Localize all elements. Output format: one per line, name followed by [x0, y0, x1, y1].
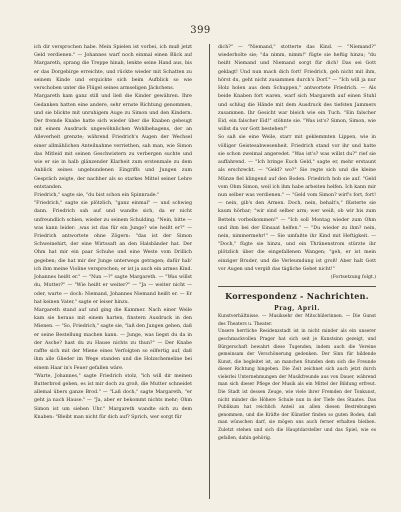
paragraph: dich?" — "Niemand," stotterte das Kind. — "Niemand?" wiederholte sie; "da nimm, nimm!" fügte sie heftig hinzu; "du heißt Niemand und Niemand sorgt für dich! Das sei Gott geklagt! Und nun mach dich fort! Friedrich, geh nicht mit ihm, hörst du, geht nicht zusammen durch's Dorf." — "Ich will ja nur Holz holen aus dem Schuppen," antwortete Friedrich. — Als beide Knaben fort waren, warf sich Margareth auf einen Stuhl und schlug die Hände mit dem Ausdruck des tiefsten Jammers zusammen. Ihr Gesicht war bleich wie ein Tuch. "Ein falscher Eid, ein falscher Eid!" stöhnte sie. "Was ist's? Simon, Simon, wie willst du vor Gott bestehen!": [218, 45, 376, 133]
paragraph: "Warte, Johannes," sagte Friedrich stolz, "ich will dir meinen Butterbrod geben, es ist mir doch zu groß, die Mutter schneidet allemal übers ganze Brod." — "Laß doch," sagte Margareth, "er geht ja nach Hause." — "Ja, aber er bekommt nichts mehr; Ohm Simon ist um sieben Uhr." Margareth wandte sich zu dem Knaben: "Bleibt man nicht für dich auf? Sprich, wer sorgt für: [34, 373, 192, 420]
paragraph: Margareth kam ganz still und ließ die Kinder gewähren. Ihre Gedanken hatten eine andere, sehr ernste Richtung genommen, und sie blickte mit unruhigem Auge zu Simon und den Kindern. Der fremde Knabe hatte sich wieder über die Knaben gebeugt mit einem Ausdruck ungewöhnlichen Wohlbehagens, der an Alleverheit grenzte; während Friedrich's Augen der Wechsel einer allmählichen Anteilnahme verriethen, sah man, wie Simon das Mitleid mit seinen Geschwistern zu verbergen suchte und wie er sie in halb glänzender Klarheit zum erstenmale zu dem Anblick seines ungebundenen Eingriffs und Jungen zum Gespräch zeigte, der nachher als so starkes Mittel seiner Lehre entstanden.: [34, 94, 192, 190]
column-divider: [209, 44, 210, 499]
section-title: Korrespondenz - Nachrichten.: [225, 291, 369, 302]
dateline: Prag, April.: [274, 305, 320, 313]
paragraph: "Friedrich," sagte sie plötzlich, "ganz einmal" — und schwieg dann. Friedrich sah auf und wandte sich, da er nicht unfreundlich schien, wieder zu seinem Schulding. "Nein, bitte — was kann leider: ,was ist das für ein Junge? wie heißt er?" — Friedrich antwortete ohne Zögern: "das ist der Simon Schweinehirt, der eine Wirtssaft an den Halsbänder hat. Der Ohm hat mir ein paar Schuhe und eine Weste vom Drillich gegeben; die hat mir der Junge unterwegs getragen; dafür hab' ich ihm meine Violine versprochen; er ist ja auch ein armes Kind. Johannes heißt er." — "Nun —?" sagte Margareth. — "Was willst du, Mutter?" — "Wie heißt er weiter?" — "Ja — weiter nicht — oder, warte — doch: Niemand, Johannes Niemand heißt er. — Er hat keinen Vater," sagte er leiser hinzu.: [34, 201, 192, 305]
paragraph: ich dir versprochen habe. Mein Spielen ist vorbei, ich muß jetzt Geld verdienen." — Johannes warf noch einmal einen Blick auf Margareth, sprang die Treppe hinab, lenkte seine Hand aus, bis er das Dorgebirge erreichte, und rückte wieder mit Schatten zu seinem Kinde und erquickte sich beim Aufblick so wie verschoben unter die Flügel seines armseligen Jäckchens.: [34, 45, 192, 92]
paragraph: Margareth stand auf und ging die Kammer. Nach einer Weile kam sie heraus mit einem harten, finstern Ausdruck in den Mienen. — "So, Friedrich," sagte sie, "laß den Jungen gehen, daß er seine Bestellung machen kann. — Junge, was liegst du da in der Asche? hast du zu Hause nichts zu thun?" — Der Knabe raffte sich mit der Miene eines Verfolgten so eilfertig auf, daß ihm alle Glieder im Wege standen und die Holzschemeline bei einem Haar in's Feuer gefallen wäre.: [34, 308, 192, 371]
continuation-note: (Fortsetzung folgt.): [330, 275, 376, 281]
section-divider: [218, 286, 376, 287]
correspondence-summary: Kunstverhältnisse. — Musiksehr der Mitschülerinnen. — Die Gunst des Theaters u. Theater.: [218, 314, 376, 327]
right-column: [218, 44, 376, 504]
left-column: [34, 44, 192, 506]
page-number: 399: [190, 25, 211, 36]
paragraph: Friedrich," sagte sie, "du bist schon ein Spinnrade.": [34, 192, 160, 198]
paragraph: So saß sie eine Weile, starr mit geklemmten Lippen, wie in völliger Geistesabwesenheit. Friedrich stand vor ihr und hatte sie schon zweimal angeredet. "Was ist's? was willst du?" rief sie auffahrend. — "Ich bringe Euch Geld," sagte er, mehr erstaunt als erschreckt. — "Geld? wo?" Sie regte sich und die kleine Münze fiel klingend auf den Boden. Friedrich hob sie auf. "Geld vom Ohm Simon, weil ich ihm habe arbeiten helfen. Ich kann mir nun selber was verdienen." — "Geld vom Simon? wirf's fort, fort! — nein, gib's den Armen. Doch, nein, behalt's," flüsterte sie kaum hörbar; "wir sind selber arm; wer weiß, ob wir bis zum Betteln vorbeikommen!" — "Ich soll Montag wieder zum Ohm und ihm bei der Einsaat helfen." — "Du wieder zu ihm? nein, nein, nimmermehr!" — Sie umfaßte ihr Kind mit Heftigkeit. — "Doch," fügte sie hinzu, und ein Thränenstrom stürzte ihr plötzlich über die eingefallenen Wangen; "geh, er ist mein einziger Bruder, und die Verleumdung ist groß! Aber halt Gott vor Augen und vergiß das tägliche Gebet nicht!": [218, 135, 376, 272]
correspondence-body: Unsere herrliche Residenzstadt ist in nicht minder als ein unserer geschmackvollen Prager hat sich seit je Kunstsinn gezeigt, und Bürgerschaft bewahrt diese Tugenden, indem auch die Vereine gemeinsam der Verschönerung gedenken. Der Sinn für bildende Kunst, die begleitet ist, an manchen Stunden dem sich die Freunde dieser Richtung hingeben. Die Zeit zeichnet sich auch jetzt durch vielerlei Unternehmungen der Musikfreunde aus von Dauer, während man sich dieser Pflege der Musik als ein Mittel der Bildung erfreut. Die Stadt ist dessen Zeuge, wie viele ihrer Fremden der Tonkunst, nicht minder die Höhere Schule nun in der Tiefe des Staates. Das Publikum hat reichlich Anteil an allen diesen Bestrebungen genommen, und die Kräfte der Künstler finden so guten Boden, daß man wünschen darf, sie mögen uns auch ferner erhalten bleiben. Zuletzt stehen und sich die Hauptdarsteller und das Spiel, wie es gefallen, dahin gehörig.: [218, 329, 376, 441]
